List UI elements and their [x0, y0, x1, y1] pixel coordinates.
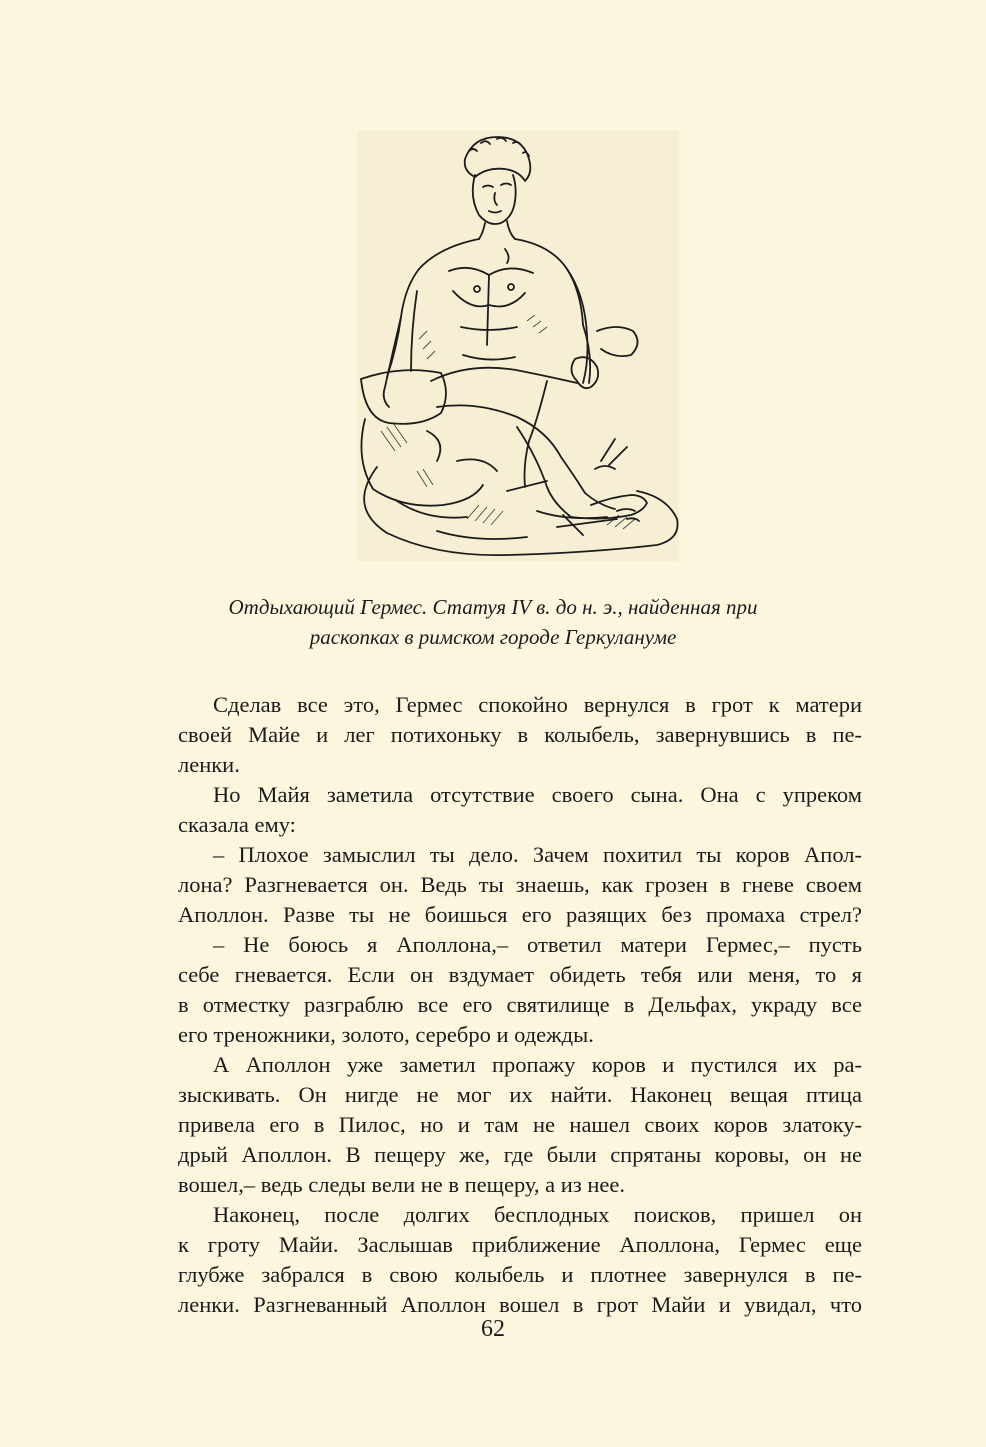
- statue-engraving-drawing: [357, 131, 679, 561]
- body-text: [178, 690, 862, 1320]
- text-line: – Плохое замыслил ты дело. Зачем похитил ты коров Апол-: [213, 842, 862, 867]
- text-line: ленки.: [178, 752, 240, 777]
- text-line: в отместку разграблю все его святилище в Дельфах, украду все: [178, 992, 862, 1017]
- text-line: ленки. Разгневанный Аполлон вошел в грот Майи и увидал, что: [178, 1292, 862, 1317]
- text-line: лона? Разгневается он. Ведь ты знаешь, как грозен в гневе своем: [178, 872, 862, 897]
- text-line: Сделав все это, Гермес спокойно вернулся в грот к матери: [213, 692, 862, 717]
- caption-line: Отдыхающий Гермес. Статуя IV в. до н. э., найденная при: [228, 595, 758, 619]
- figure-caption: [150, 592, 836, 652]
- text-line: себе гневается. Если он вздумает обидеть тебя или меня, то я: [178, 962, 862, 987]
- caption-line: раскопках в римском городе Геркулануме: [309, 625, 677, 649]
- text-line: вошел,– ведь следы вели не в пещеру, а из нее.: [178, 1172, 625, 1197]
- text-line: – Не боюсь я Аполлона,– ответил матери Гермес,– пусть: [213, 932, 862, 957]
- text-line: сказала ему:: [178, 812, 296, 837]
- text-line: своей Майе и лег потихоньку в колыбель, завернувшись в пе-: [178, 722, 862, 747]
- statue-illustration: [357, 131, 679, 561]
- text-line: его треножники, золото, серебро и одежды.: [178, 1022, 594, 1047]
- text-line: зыскивать. Он нигде не мог их найти. Наконец вещая птица: [178, 1082, 862, 1107]
- page-number: 62: [481, 1316, 505, 1342]
- text-line: привела его в Пилос, но и там не нашел своих коров златоку-: [178, 1112, 862, 1137]
- text-line: Аполлон. Разве ты не боишься его разящих без промаха стрел?: [178, 902, 862, 927]
- text-line: Наконец, после долгих бесплодных поисков, пришел он: [213, 1202, 862, 1227]
- text-line: к гроту Майи. Заслышав приближение Аполлона, Гермес еще: [178, 1232, 862, 1257]
- text-line: А Аполлон уже заметил пропажу коров и пустился их ра-: [213, 1052, 862, 1077]
- text-line: Но Майя заметила отсутствие своего сына. Она с упреком: [213, 782, 862, 807]
- text-line: глубже забрался в свою колыбель и плотнее завернулся в пе-: [178, 1262, 862, 1287]
- text-line: дрый Аполлон. В пещеру же, где были спрятаны коровы, он не: [178, 1142, 862, 1167]
